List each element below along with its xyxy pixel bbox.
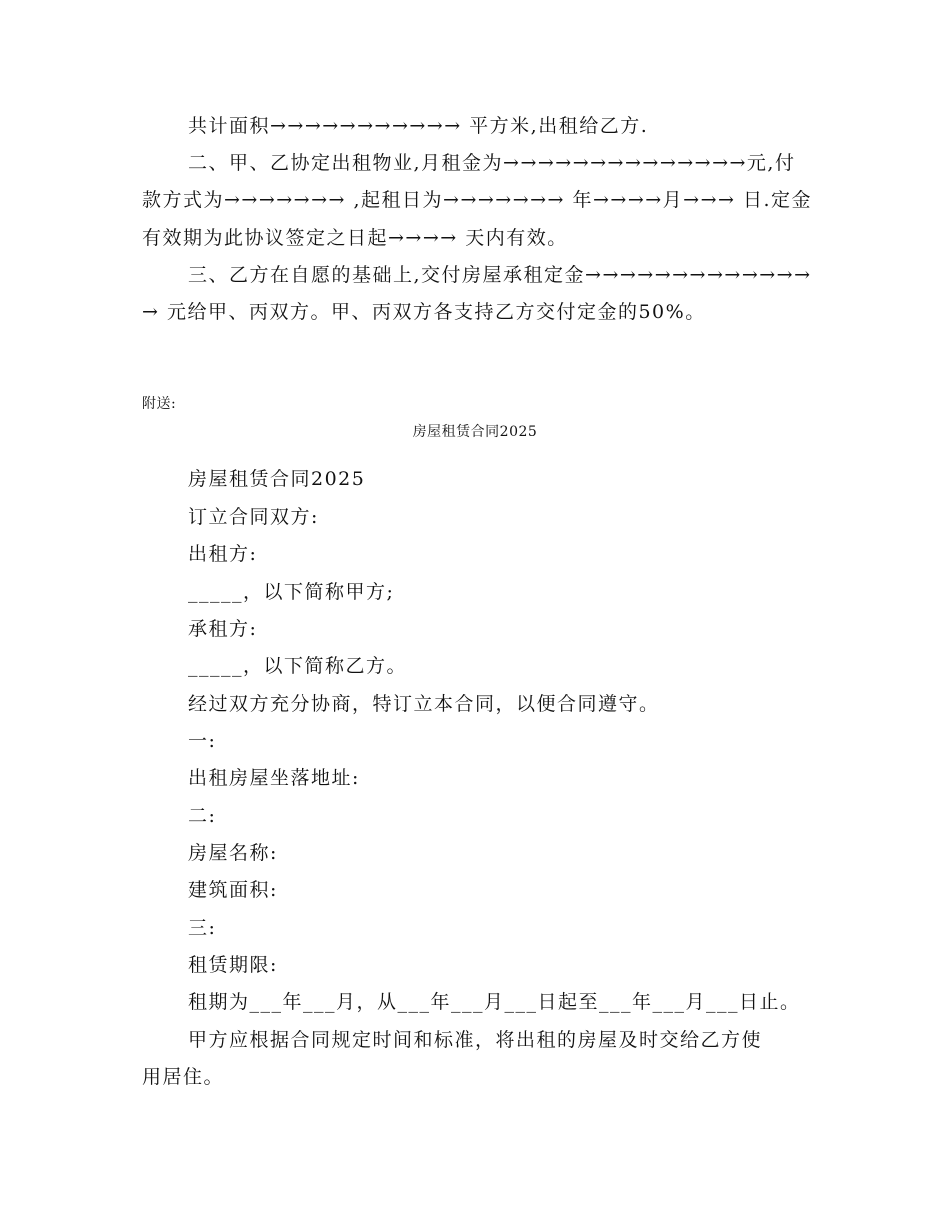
lease-term-label: 租赁期限:: [188, 954, 278, 976]
clause-area-line: 共计面积→→→→→→→→→→→ 平方米,出租给乙方.: [188, 115, 649, 137]
contract-title-line: 房屋租赁合同2025: [188, 468, 366, 490]
attachment-label: 附送:: [142, 396, 177, 412]
handover-line-2: 用居住。: [142, 1066, 225, 1088]
clause-three-line-1: 三、乙方在自愿的基础上,交付房屋承租定金→→→→→→→→→→→→→: [188, 264, 812, 286]
lessor-label: 出租方:: [188, 543, 258, 565]
clause-two-line-2: 款方式为→→→→→→→ ,起租日为→→→→→→→ 年→→→→月→→→ 日.定金: [142, 189, 813, 211]
clause-two-line-3: 有效期为此协议签定之日起→→→→ 天内有效。: [142, 227, 568, 249]
handover-line-1: 甲方应根据合同规定时间和标准，将出租的房屋及时交给乙方使: [188, 1029, 763, 1051]
clause-three-line-2: → 元给甲、丙双方。甲、丙双方各支持乙方交付定金的50%。: [142, 301, 706, 323]
contract-parties-line: 订立合同双方:: [188, 506, 319, 528]
lessor-blank-line: _____，以下简称甲方;: [188, 581, 395, 603]
lessee-blank-line: _____，以下简称乙方。: [188, 655, 408, 677]
address-label: 出租房屋坐落地址:: [188, 767, 360, 789]
house-name-label: 房屋名称:: [188, 842, 278, 864]
lease-period-line: 租期为___年___月，从___年___月___日起至___年___月___日止。: [188, 991, 801, 1013]
item-one-label: 一:: [188, 730, 217, 752]
item-two-label: 二:: [188, 805, 217, 827]
contract-heading: 房屋租赁合同2025: [412, 424, 538, 440]
floor-area-label: 建筑面积:: [188, 879, 278, 901]
agreement-line: 经过双方充分协商，特订立本合同，以便合同遵守。: [188, 693, 660, 715]
item-three-label: 三:: [188, 917, 217, 939]
clause-two-line-1: 二、甲、乙协定出租物业,月租金为→→→→→→→→→→→→→→元,付: [188, 152, 796, 174]
lessee-label: 承租方:: [188, 618, 258, 640]
